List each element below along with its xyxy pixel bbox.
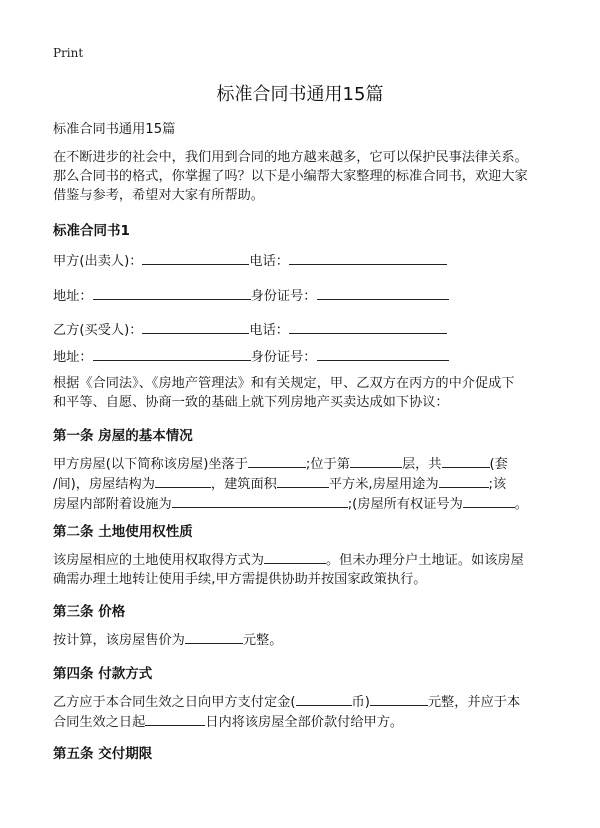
text: 元整，并应于本	[427, 695, 521, 710]
seller-address-row	[53, 285, 449, 304]
article-1-line	[53, 474, 553, 494]
phone-label: 电话：	[249, 323, 289, 338]
text: 合同生效之日起	[53, 715, 146, 730]
buyer-address-field[interactable]	[93, 346, 251, 361]
basis-line: 和平等、自愿、协商一致的基础上就下列房地产买卖达成如下协议：	[53, 395, 449, 410]
text: 日内将该房屋全部价款付给甲方。	[205, 715, 404, 730]
text: 平方米,房屋用途为	[328, 477, 439, 492]
text: 层，共	[401, 457, 442, 472]
article-1-body	[53, 454, 553, 514]
id-label: 身份证号：	[250, 350, 317, 365]
days-blank[interactable]	[145, 712, 205, 726]
text: 甲方房屋(以下简称该房屋)坐落于	[53, 457, 248, 472]
section-heading: 标准合同书1	[53, 223, 130, 239]
buyer-label: 乙方(买受人)：	[53, 323, 143, 338]
use-blank[interactable]	[439, 474, 489, 488]
print-link[interactable]: Print	[53, 46, 84, 60]
article-3-heading: 第三条 价格	[53, 604, 126, 620]
article-3-body	[53, 630, 553, 650]
intro-line: 借鉴与参考，希望对大家有所帮助。	[53, 188, 264, 203]
address-label: 地址：	[53, 289, 93, 304]
article-1-heading: 第一条 房屋的基本情况	[53, 428, 193, 444]
article-4-heading: 第四条 付款方式	[53, 666, 153, 682]
seller-id-field[interactable]	[317, 285, 449, 300]
currency-blank[interactable]	[296, 692, 352, 706]
intro-line: 那么合同书的格式，你掌握了吗？以下是小编帮大家整理的标准合同书，欢迎大家	[53, 169, 528, 184]
location-blank[interactable]	[248, 454, 306, 468]
text: 元整。	[242, 633, 283, 648]
seller-phone-field[interactable]	[289, 250, 447, 265]
text: 按计算，该房屋售价为	[53, 633, 185, 648]
article-2-heading: 第二条 土地使用权性质	[53, 524, 193, 540]
address-label: 地址：	[53, 350, 93, 365]
article-1-line	[53, 454, 553, 474]
total-floors-blank[interactable]	[442, 454, 490, 468]
text: 房屋内部附着设施为	[53, 497, 172, 512]
land-method-blank[interactable]	[264, 550, 326, 564]
basis-paragraph	[53, 374, 553, 412]
text: ;该	[488, 477, 507, 492]
text: ;(房屋所有权证号为	[347, 497, 463, 512]
seller-row	[53, 250, 447, 269]
article-2-body	[53, 550, 553, 589]
facilities-blank[interactable]	[172, 494, 348, 508]
text: 。	[514, 497, 528, 512]
article-4-line	[53, 692, 553, 712]
text: 。但未办理分户土地证。如该房屋	[326, 553, 524, 568]
seller-name-field[interactable]	[142, 250, 249, 265]
area-blank[interactable]	[277, 474, 329, 488]
certificate-blank[interactable]	[463, 494, 515, 508]
text: ，建筑面积	[210, 477, 277, 492]
id-label: 身份证号：	[250, 289, 317, 304]
buyer-address-row	[53, 346, 449, 365]
deposit-blank[interactable]	[370, 692, 428, 706]
text: 乙方应于本合同生效之日向甲方支付定金(	[53, 695, 296, 710]
seller-label: 甲方(出卖人)：	[53, 254, 143, 269]
seller-address-field[interactable]	[93, 285, 251, 300]
text: 币)	[351, 695, 370, 710]
floor-blank[interactable]	[350, 454, 402, 468]
text: /间)，房屋结构为	[53, 477, 155, 492]
article-2-line	[53, 550, 553, 570]
text: (套	[489, 457, 508, 472]
buyer-id-field[interactable]	[317, 346, 449, 361]
article-4-line	[53, 712, 553, 732]
price-blank[interactable]	[185, 630, 243, 644]
buyer-phone-field[interactable]	[289, 319, 447, 334]
text: ;位于第	[305, 457, 350, 472]
basis-line: 根据《合同法》、《房地产管理法》和有关规定，甲、乙双方在丙方的中介促成下	[53, 376, 515, 391]
article-5-heading: 第五条 交付期限	[53, 746, 153, 762]
document-title: 标准合同书通用15篇	[216, 84, 384, 105]
text: 该房屋相应的土地使用权取得方式为	[53, 553, 264, 568]
intro-paragraph	[53, 148, 553, 205]
structure-blank[interactable]	[155, 474, 211, 488]
buyer-row	[53, 319, 447, 338]
article-1-line	[53, 494, 553, 514]
article-2-line: 确需办理土地转让使用手续,甲方需提供协助并按国家政策执行。	[53, 572, 427, 587]
buyer-name-field[interactable]	[142, 319, 249, 334]
phone-label: 电话：	[249, 254, 289, 269]
article-4-body	[53, 692, 553, 732]
document-subtitle: 标准合同书通用15篇	[53, 122, 176, 137]
intro-line: 在不断进步的社会中，我们用到合同的地方越来越多，它可以保护民事法律关系。	[53, 150, 528, 165]
